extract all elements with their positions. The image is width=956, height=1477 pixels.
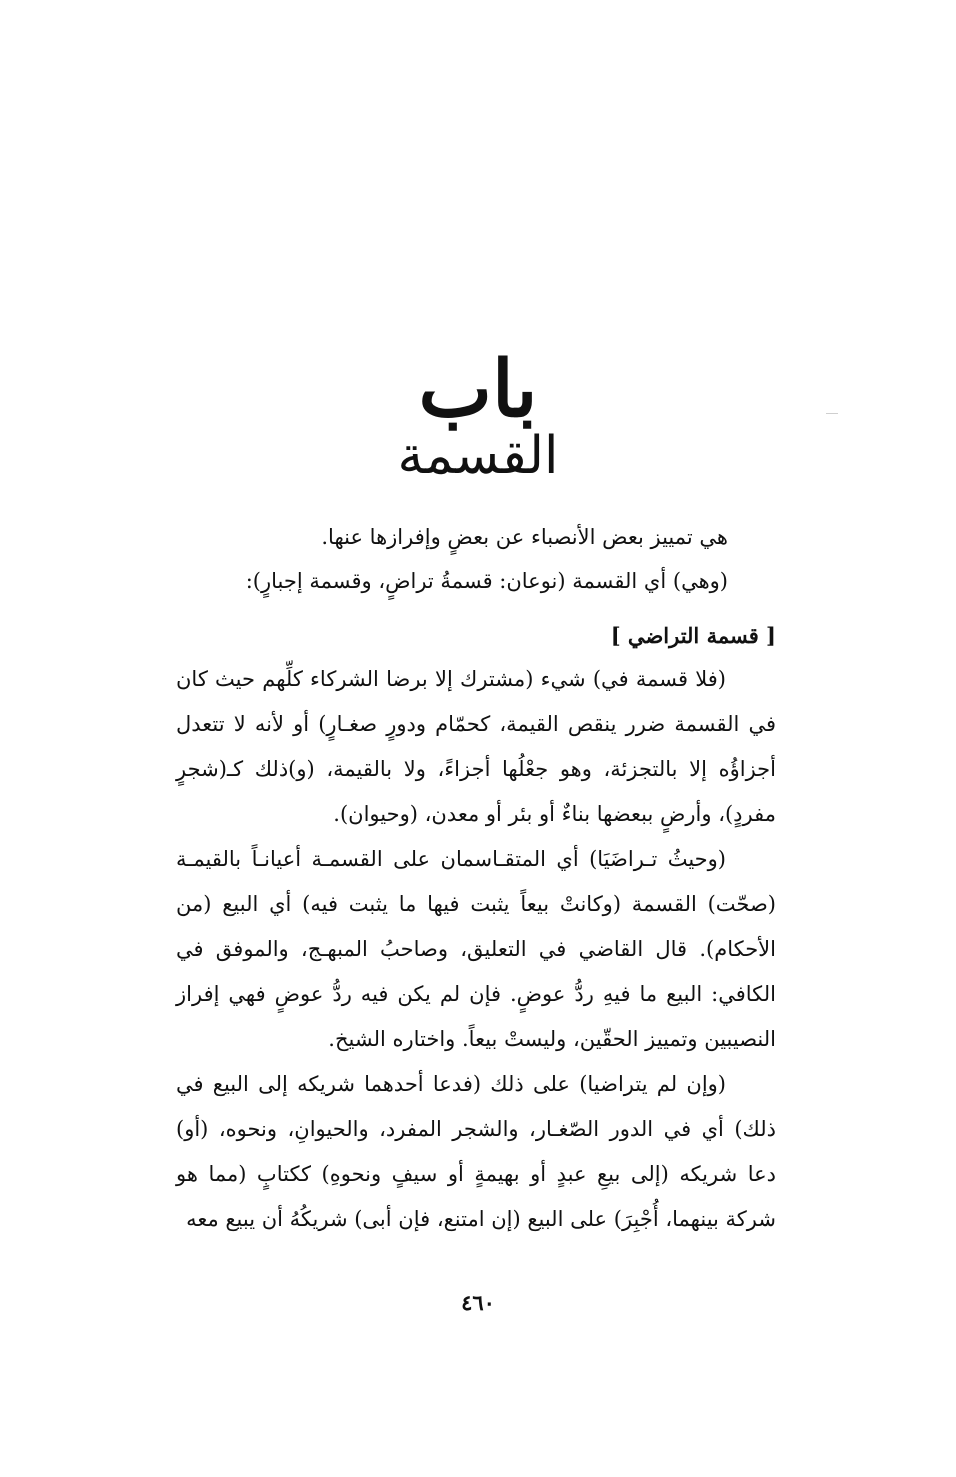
section-heading: [ قسمة التراضي ] — [610, 623, 776, 648]
chapter-heading — [0, 345, 956, 487]
body-text — [176, 657, 776, 1242]
chapter-title: القسمة — [397, 426, 559, 486]
intro-types: (وهي) أي القسمة (نوعان: قسمةُ تراضٍ، وقسمة إجبارٍ): — [245, 569, 728, 593]
paragraph: (وحيثُ تـراضَيَا) أي المتقـاسمان على القسمـة أعيانـاً بالقيمـة (صحّت) القسمة (وكانتْ بيعاً يثبت فيها ما يثبت فيه) أي البيع (من الأحكام). قال القاضي في التعليق، وصاحبُ المبهـج، والموفق في الكافي: البيع ما فيهِ ردُّ عوضٍ. فإن لم يكن فيه ردُّ عوضٍ فهي إفراز النصيبين وتمييز الحقّين، وليستْ بيعاً. واختاره الشيخ. — [176, 847, 776, 1051]
paragraph: (فلا قسمة في) شيء (مشترك إلا برضا الشركاء كلِّهم حيث كان في القسمة ضرر ينقص القيمة، كحمّام ودورٍ صغـارٍ) أو لأنه لا تتعدل أجزاؤُه إلا بالتجزئة، وهو جعْلُها أجزاءً، ولا بالقيمة، (و)ذلك كـ(شجرٍ مفردٍ)، وأرضٍ ببعضها بناءٌ أو بئر أو معدن، (وحيوان). — [176, 667, 776, 826]
paragraph: (وإن لم يتراضيا) على ذلك (فدعا أحدهما شريكه إلى البيع في ذلك) أي في الدور الصّغـار، والشجر المفرد، والحيوانِ، ونحوه، (أو) دعا شريكه (إلى بيعِ عبدٍ أو بهيمةٍ أو سيفٍ ونحوهِ) ككتابٍ (مما هو شركة بينهما، أُجْبِرَ) على البيع (إن امتنع، فإن أبى) شريكُهُ أن يبيع معه — [176, 1072, 776, 1231]
chapter-label: باب — [418, 344, 538, 435]
chapter-intro — [188, 515, 728, 603]
page-number: ٤٦٠ — [461, 1290, 495, 1315]
intro-definition: هي تمييز بعض الأنصباء عن بعضٍ وإفرازها عنها. — [321, 525, 728, 549]
